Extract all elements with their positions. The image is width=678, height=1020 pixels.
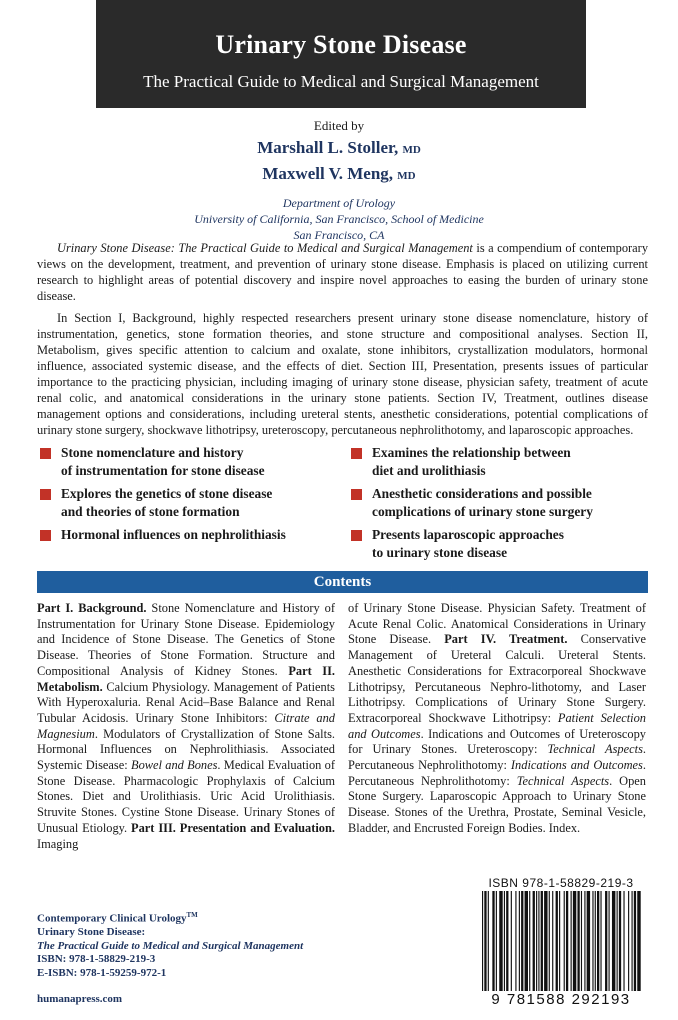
- barcode-bar: [541, 891, 543, 991]
- barcode-panel: [474, 873, 648, 1020]
- barcode-bar: [637, 891, 640, 991]
- barcode-bar: [484, 891, 486, 991]
- bullet-square-icon: [351, 530, 362, 541]
- barcode-bar: [506, 891, 508, 991]
- edited-by-label: Edited by: [313, 118, 365, 133]
- feature-item: Examines the relationship between diet and urolithiasis: [351, 444, 571, 480]
- barcode-bar: [552, 891, 553, 991]
- barcode-bar: [559, 891, 560, 991]
- series-book-subtitle: The Practical Guide to Medical and Surgical Management: [37, 939, 304, 952]
- editors-block: [0, 118, 678, 243]
- title-banner: [96, 0, 586, 108]
- barcode-bar: [573, 891, 576, 991]
- contents-column-right: of Urinary Stone Disease. Physician Safety. Treatment of Acute Renal Colic. Anatomical Considerations in Urinary Stone Disease. Part IV. Treatment. Conservative Management of Ureteral Calculi. Ureteral Stents. Anesthetic Considerations for Extracorporeal Shockwave Lithotripsy, Percutaneous Nephro-lithotomy, and Laser Lithotripsy. Complications of Urinary Stone Surgery. Extracorporeal Shockwave Lithotripsy: Patient Selection and Outcomes. Indications and Outcomes of Ureteroscopy for Urinary Stones. Ureteroscopy: Technical Aspects. Percutaneous Nephrolithotomy: Indications and Outcomes. Percutaneous Nephrolithotomy: Technical Aspects. Open Stone Surgery. Laparoscopic Approach to Urinary Stone Disease. Stones of the Urethra, Prostate, Seminal Vesicle, Bladder, and Encrusted Foreign Bodies. Index.: [348, 601, 647, 835]
- barcode-bar: [581, 891, 582, 991]
- affiliation-department: Department of Urology: [282, 196, 396, 210]
- barcode-bar: [504, 891, 505, 991]
- bullet-square-icon: [40, 489, 51, 500]
- barcode-bar: [587, 891, 590, 991]
- barcode-bar: [619, 891, 621, 991]
- barcode-bar: [623, 891, 624, 991]
- barcode-bar: [571, 891, 572, 991]
- barcode-bar: [492, 891, 494, 991]
- barcode-bar: [595, 891, 596, 991]
- barcode-bar: [525, 891, 528, 991]
- barcode-bar: [609, 891, 610, 991]
- barcode-bar: [566, 891, 568, 991]
- editor-name: Maxwell V. Meng, MD: [262, 164, 416, 183]
- bullet-square-icon: [40, 448, 51, 459]
- feature-item: Presents laparoscopic approaches to urinary stone disease: [351, 526, 564, 562]
- barcode-bar: [617, 891, 618, 991]
- barcode-bar: [488, 891, 489, 991]
- barcode-bar: [496, 891, 497, 991]
- contents-column-left: Part I. Background. Stone Nomenclature and History of Instrumentation for Urinary Stone Disease. Epidemiology and Incidence of Stone Disease. The Genetics of Stone Disease. Theories of Stone Formation. Structure and Compositional Analysis of Kidney Stones. Part II. Metabolism. Calcium Physiology. Management of Patients With Hyperoxaluria. Renal Acid–Base Balance and Renal Tubular Acidosis. Urinary Stone Inhibitors: Citrate and Magnesium. Modulators of Crystallization of Stone Salts. Hormonal Influences on Nephrolithiasis. Associated Systemic Disease: Bowel and Bones. Medical Evaluation of Stone Disease. Pharmacologic Prophylaxis of Calcium Stones. Diet and Urolithiasis. Uric Acid Urolithiasis. Struvite Stones. Cystine Stone Disease. Urinary Stones of Unusual Etiology. Part III. Presentation and Evaluation. Imaging: [37, 601, 335, 851]
- description-paragraph: Urinary Stone Disease: The Practical Guide to Medical and Surgical Management is a compendium of contemporary views on the development, treatment, and prevention of urinary stone disease. Emphasis is placed on utilizing current research to highlight areas of potential discovery and inspire novel approaches to easing the burden of urinary stone disease.: [37, 241, 649, 303]
- series-book-title: Urinary Stone Disease:: [37, 926, 146, 939]
- publisher-website: humanapress.com: [37, 992, 123, 1005]
- eisbn-text: E-ISBN: 978-1-59259-972-1: [37, 967, 167, 980]
- affiliation-city: San Francisco, CA: [293, 228, 385, 242]
- bullet-square-icon: [40, 530, 51, 541]
- barcode-bar: [632, 891, 633, 991]
- feature-item: Anesthetic considerations and possible complications of urinary stone surgery: [351, 485, 593, 521]
- barcode-bar: [511, 891, 512, 991]
- book-description: [37, 240, 648, 444]
- series-name: Contemporary Clinical Urology™: [37, 911, 198, 925]
- barcode-bar: [592, 891, 593, 991]
- barcode-bar: [515, 891, 516, 991]
- barcode-bar: [519, 891, 520, 991]
- barcode-bar: [499, 891, 502, 991]
- barcode-bar: [556, 891, 558, 991]
- contents-heading: Contents: [37, 571, 648, 593]
- isbn-text: ISBN: 978-1-58829-219-3: [37, 953, 156, 966]
- series-info: [37, 909, 303, 1006]
- barcode-bar: [533, 891, 535, 991]
- bullet-square-icon: [351, 489, 362, 500]
- barcode-graphic: [480, 891, 642, 991]
- book-title: Urinary Stone Disease: [215, 30, 467, 59]
- barcode-bar: [600, 891, 601, 991]
- barcode-bar: [628, 891, 629, 991]
- barcode-digits: 9 781588 292193: [491, 991, 631, 1008]
- barcode-bar: [521, 891, 523, 991]
- barcode-bar: [577, 891, 579, 991]
- affiliation-university: University of California, San Francisco, School of Medicine: [194, 212, 484, 226]
- description-paragraph: In Section I, Background, highly respected researchers present urinary stone disease nomenclature, history of instrumentation, genetics, stone formation theories, and stone structure and compositional analyses. Section II, Metabolism, gives specific attention to calcium and oxalate, stone inhibitors, crystallization modulators, hormonal influence, associated systemic disease, and the effects of diet. Section III, Presentation, presents issues of particular importance to the practicing physician, including imaging of urinary stone disease, physician safety, treatment of acute renal colic, and anatomical considerations in the urinary stone patients. Section IV, Treatment, outlines disease management options and considerations, including ureteral stents, anesthetic considerations, potential complications of urinary stone surgery, shockwave lithotripsy, ureteroscopy, percutaneous nephrolithotomy, and laparoscopic approaches.: [37, 311, 648, 437]
- feature-item: Hormonal influences on nephrolithiasis: [40, 526, 286, 544]
- barcode-bar: [482, 891, 483, 991]
- barcode-bar: [634, 891, 636, 991]
- barcode-bar: [564, 891, 565, 991]
- book-subtitle: The Practical Guide to Medical and Surgical Management: [143, 72, 539, 91]
- bullet-square-icon: [351, 448, 362, 459]
- barcode-bar: [549, 891, 550, 991]
- feature-item: Stone nomenclature and history of instrumentation for stone disease: [40, 444, 265, 480]
- barcode-bar: [597, 891, 599, 991]
- barcode-bar: [538, 891, 539, 991]
- barcode-bar: [544, 891, 547, 991]
- barcode-bar: [612, 891, 615, 991]
- barcode-bar: [529, 891, 530, 991]
- editor-name: Marshall L. Stoller, MD: [257, 138, 421, 157]
- feature-item: Explores the genetics of stone disease and theories of stone formation: [40, 485, 272, 521]
- barcode-isbn-label: ISBN 978-1-58829-219-3: [488, 876, 634, 890]
- barcode-bar: [605, 891, 607, 991]
- barcode-bar: [584, 891, 585, 991]
- barcode-bar: [536, 891, 537, 991]
